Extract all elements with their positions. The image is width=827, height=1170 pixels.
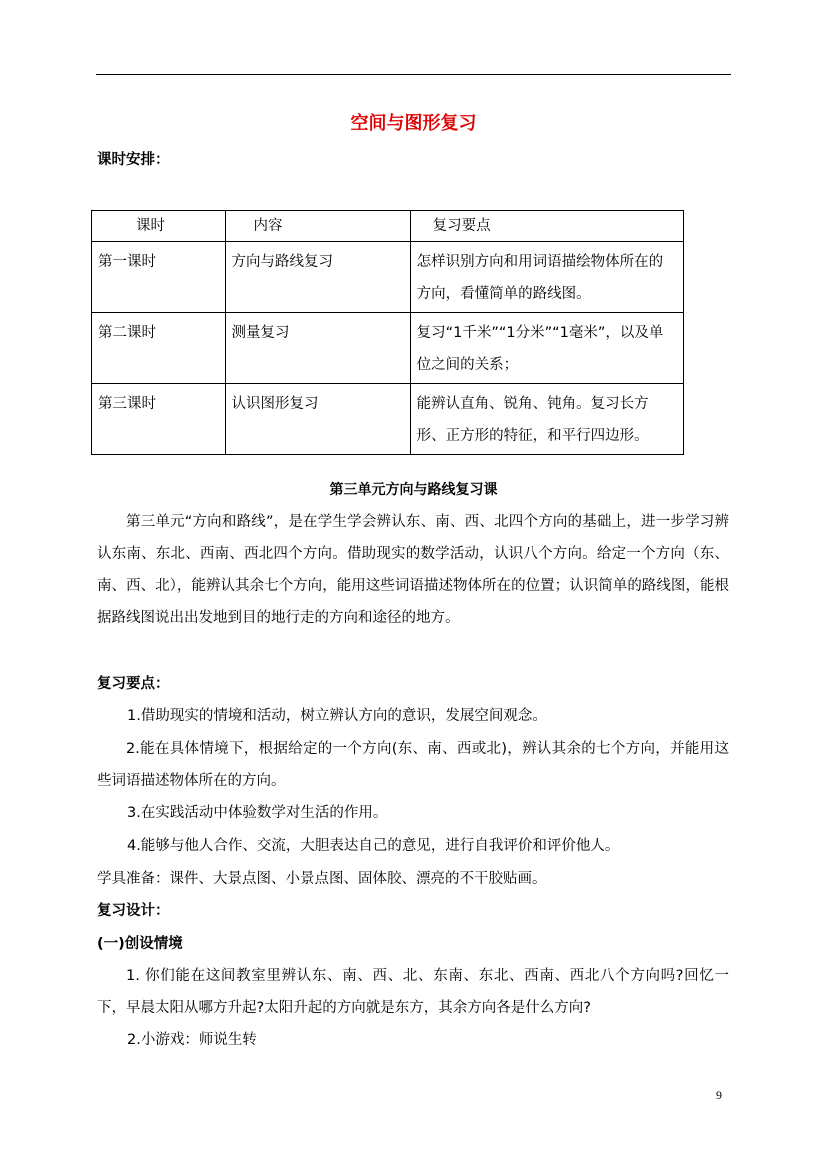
table-row — [92, 242, 684, 313]
table-cell-lesson: 第三课时 — [92, 384, 226, 455]
table-row — [92, 384, 684, 455]
schedule-table — [91, 210, 684, 455]
table-header-content: 内容 — [225, 211, 410, 242]
schedule-heading: 课时安排： — [97, 152, 170, 168]
table-cell-content: 认识图形复习 — [225, 384, 410, 455]
review-point-item: 3.在实践活动中体验数学对生活的作用。 — [127, 805, 388, 821]
review-point-item: 4.能够与他人合作、交流，大胆表达自己的意见，进行自我评价和评价他人。 — [127, 838, 620, 854]
review-point-item: 1.借助现实的情境和活动，树立辨认方向的意识，发展空间观念。 — [127, 708, 547, 724]
table-cell-lesson: 第二课时 — [92, 313, 226, 384]
table-header-row — [92, 211, 684, 242]
section-title: 第三单元方向与路线复习课 — [329, 482, 498, 498]
intro-paragraph: 第三单元“方向和路线”，是在学生学会辨认东、南、西、北四个方向的基础上，进一步学习辨认东南、东北、西南、西北四个方向。借助现实的数学活动，认识八个方向。给定一个方向（东、南、西、北），能辨认其余七个方向，能用这些词语描述物体所在的位置；认识简单的路线图，能根据路线图说出出发地到目的地行走的方向和途径的地方。 — [97, 514, 729, 626]
table-cell-content: 测量复习 — [225, 313, 410, 384]
page-number: 9 — [716, 1088, 722, 1102]
header-rule — [96, 74, 731, 75]
materials-line: 学具准备：课件、大景点图、小景点图、固体胶、漂亮的不干胶贴画。 — [97, 871, 547, 887]
review-point-item: 2.能在具体情境下，根据给定的一个方向(东、南、西或北)，辨认其余的七个方向，并能用这些词语描述物体所在的方向。 — [97, 741, 729, 789]
subsection-heading: (一)创设情境 — [97, 936, 183, 952]
table-row — [92, 313, 684, 384]
document-title: 空间与图形复习 — [350, 113, 477, 134]
design-item: 1. 你们能在这间教室里辨认东、南、西、北、东南、东北、西南、西北八个方向吗?回忆一下，早晨太阳从哪方升起?太阳升起的方向就是东方，其余方向各是什么方向? — [97, 968, 729, 1016]
table-cell-lesson: 第一课时 — [92, 242, 226, 313]
design-item: 2.小游戏：师说生转 — [127, 1032, 257, 1048]
table-cell-points: 怎样识别方向和用词语描绘物体所在的方向，看懂简单的路线图。 — [410, 242, 683, 313]
table-cell-content: 方向与路线复习 — [225, 242, 410, 313]
table-header-lesson: 课时 — [92, 211, 226, 242]
table-cell-points: 能辨认直角、锐角、钝角。复习长方形、正方形的特征，和平行四边形。 — [410, 384, 683, 455]
table-cell-points: 复习“1千米”“1分米”“1毫米”，以及单位之间的关系； — [410, 313, 683, 384]
table-header-points: 复习要点 — [410, 211, 683, 242]
design-heading: 复习设计： — [97, 903, 170, 919]
review-points-heading: 复习要点： — [97, 676, 170, 692]
